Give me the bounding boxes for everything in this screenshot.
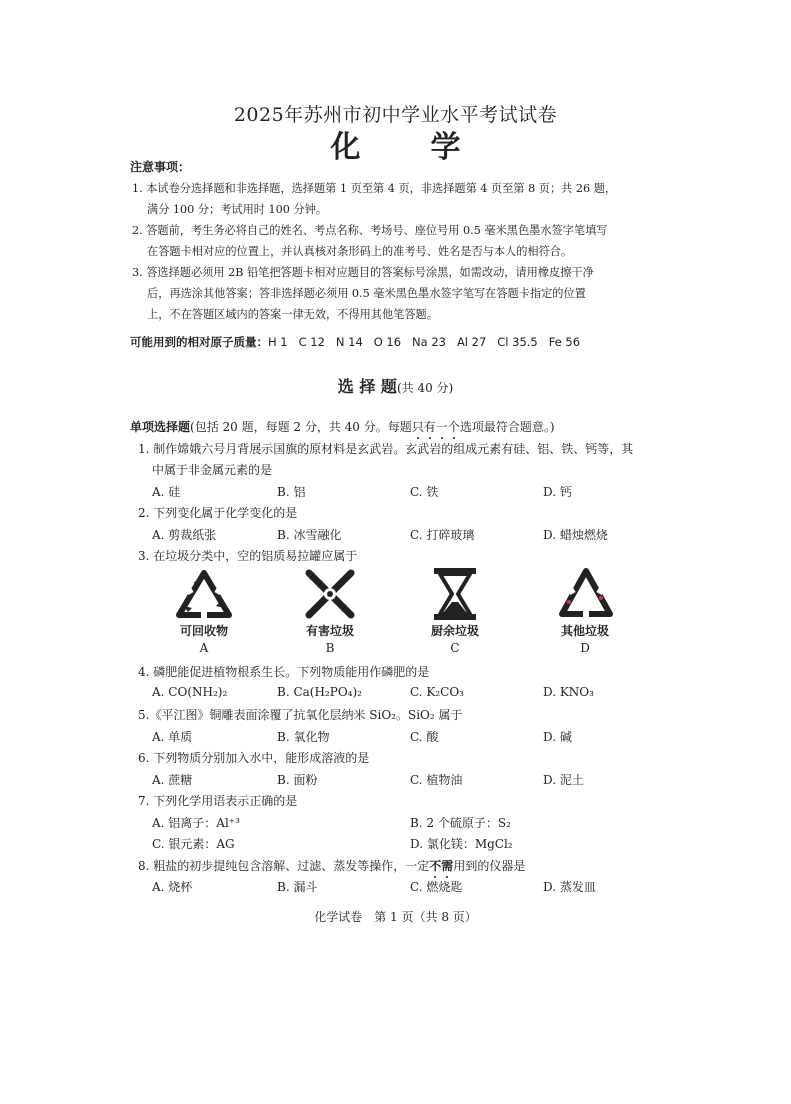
notice-line: 后，再选涂其他答案；答非选择题必须用 0.5 毫米黑色墨水签字笔写在答题卡指定的位置 [147,287,586,300]
question-8-option-b: B. 漏斗 [277,880,318,894]
question-5-option-d: D. 碱 [543,730,572,744]
instruction-pre: (包括 20 题，每题 2 分，共 40 分。每题 [190,420,412,434]
notice-line: 2. 答题前，考生务必将自己的姓名、考点名称、考场号、座位号用 0.5 毫米黑色墨水签字笔填写 [132,224,608,237]
other-waste-icon [557,566,615,624]
question-2-option-d: D. 蜡烛燃烧 [543,528,608,542]
page-footer: 化学试卷 第 1 页（共 8 页） [314,910,477,924]
question-8-stem-post: 用到的仪器是 [453,859,526,873]
question-7-option-d: D. 氯化镁：MgCl₂ [410,837,513,851]
icon-letter-c: C [450,641,460,655]
kitchen-waste-icon [432,566,478,626]
question-3-stem: 3. 在垃圾分类中，空的铝质易拉罐应属于 [138,549,358,563]
question-2-option-c: C. 打碎玻璃 [410,528,475,542]
question-1-option-a: A. 硅 [152,485,181,499]
instruction-emphasis: 只有一个 [411,420,460,434]
question-1-option-c: C. 铁 [410,485,439,499]
icon-letter-b: B [325,641,335,655]
question-5-stem: 5.《平江图》铜雕表面涂覆了抗氧化层纳米 SiO₂。SiO₂ 属于 [138,708,463,722]
hazardous-waste-icon [303,567,357,625]
subject-title [0,122,791,166]
question-1-option-b: B. 铝 [277,485,306,499]
question-6-option-d: D. 泥土 [543,773,584,787]
icon-label-b: 有害垃圾 [305,624,354,638]
question-8-option-c: C. 燃烧匙 [410,880,463,894]
question-2-option-a: A. 剪裁纸张 [152,528,217,542]
question-5-option-a: A. 单质 [152,730,193,744]
question-5-option-b: B. 氧化物 [277,730,330,744]
icon-label-d: 其他垃圾 [560,624,609,638]
question-4-option-a: A. CO(NH₂)₂ [152,685,228,699]
icon-letter-d: D [580,641,590,655]
notice-line: 上，不在答题区域内的答案一律无效，不得用其他笔答题。 [147,308,438,321]
question-8-option-d: D. 蒸发皿 [543,880,596,894]
question-7-option-c: C. 银元素：AG [152,837,235,851]
notice-line: 1. 本试卷分选择题和非选择题，选择题第 1 页至第 4 页，非选择题第 4 页至第 8 页；共 26 题， [132,182,617,195]
exam-title: 2025年苏州市初中学业水平考试试卷 [233,104,558,126]
question-2-option-b: B. 冰雪融化 [277,528,342,542]
question-8-stem-pre: 8. 粗盐的初步提纯包含溶解、过滤、蒸发等操作，一定 [138,859,430,873]
icon-letter-a: A [199,641,209,655]
section-title [0,374,791,397]
question-1-stem: 1. 制作嫦娥六号月背展示国旗的原材料是玄武岩。玄武岩的组成元素有硅、铝、铁、钙等，其 [138,442,634,456]
question-7-stem: 7. 下列化学用语表示正确的是 [138,794,298,808]
atomic-masses-values: H 1 C 12 N 14 O 16 Na 23 Al 27 Cl 35.5 Fe 56 [268,335,581,349]
question-4-stem: 4. 磷肥能促进植物根系生长。下列物质能用作磷肥的是 [138,665,430,679]
question-8-stem [138,857,525,874]
question-6-option-b: B. 面粉 [277,773,318,787]
question-4-option-d: D. KNO₃ [543,685,594,699]
question-6-option-c: C. 植物油 [410,773,463,787]
icon-label-c: 厨余垃圾 [430,624,479,638]
question-8-stem-emphasis: 不需 [429,859,454,873]
question-1-stem-cont: 中属于非金属元素的是 [152,463,273,477]
question-6-option-a: A. 蔗糖 [152,773,193,787]
question-8-option-a: A. 烧杯 [152,880,193,894]
instruction-post: 选项最符合题意。) [459,420,555,434]
section-instruction [130,418,555,435]
question-5-option-c: C. 酸 [410,730,439,744]
question-4-option-b: B. Ca(H₂PO₄)₂ [277,685,362,699]
question-4-option-c: C. K₂CO₃ [410,685,464,699]
section-title-text: 选 择 题 [337,377,397,396]
question-7-option-a: A. 铝离子：Al⁺³ [152,816,240,830]
atomic-masses-label: 可能用到的相对原子质量： [130,335,268,349]
notice-line: 3. 答选择题必须用 2B 铅笔把答题卡相对应题目的答案标号涂黑，如需改动，请用橡皮擦干净 [132,266,594,279]
atomic-masses [130,334,580,350]
notice-heading: 注意事项： [130,160,191,174]
question-2-stem: 2. 下列变化属于化学变化的是 [138,506,298,520]
question-1-option-d: D. 钙 [543,485,572,499]
subject-char-2: 学 [430,130,461,165]
question-6-stem: 6. 下列物质分别加入水中，能形成溶液的是 [138,751,370,765]
notice-line: 满分 100 分；考试用时 100 分钟。 [147,203,327,216]
question-7-option-b: B. 2 个硫原子：S₂ [410,816,511,830]
icon-label-a: 可回收物 [179,624,228,638]
recycle-icon [174,568,234,624]
section-subtitle: (共 40 分) [396,381,454,395]
subject-char-1: 化 [330,130,361,165]
notice-line: 在答题卡相对应的位置上，并认真核对条形码上的准考号、姓名是否与本人的相符合。 [147,245,573,258]
instruction-bold: 单项选择题 [130,420,191,434]
